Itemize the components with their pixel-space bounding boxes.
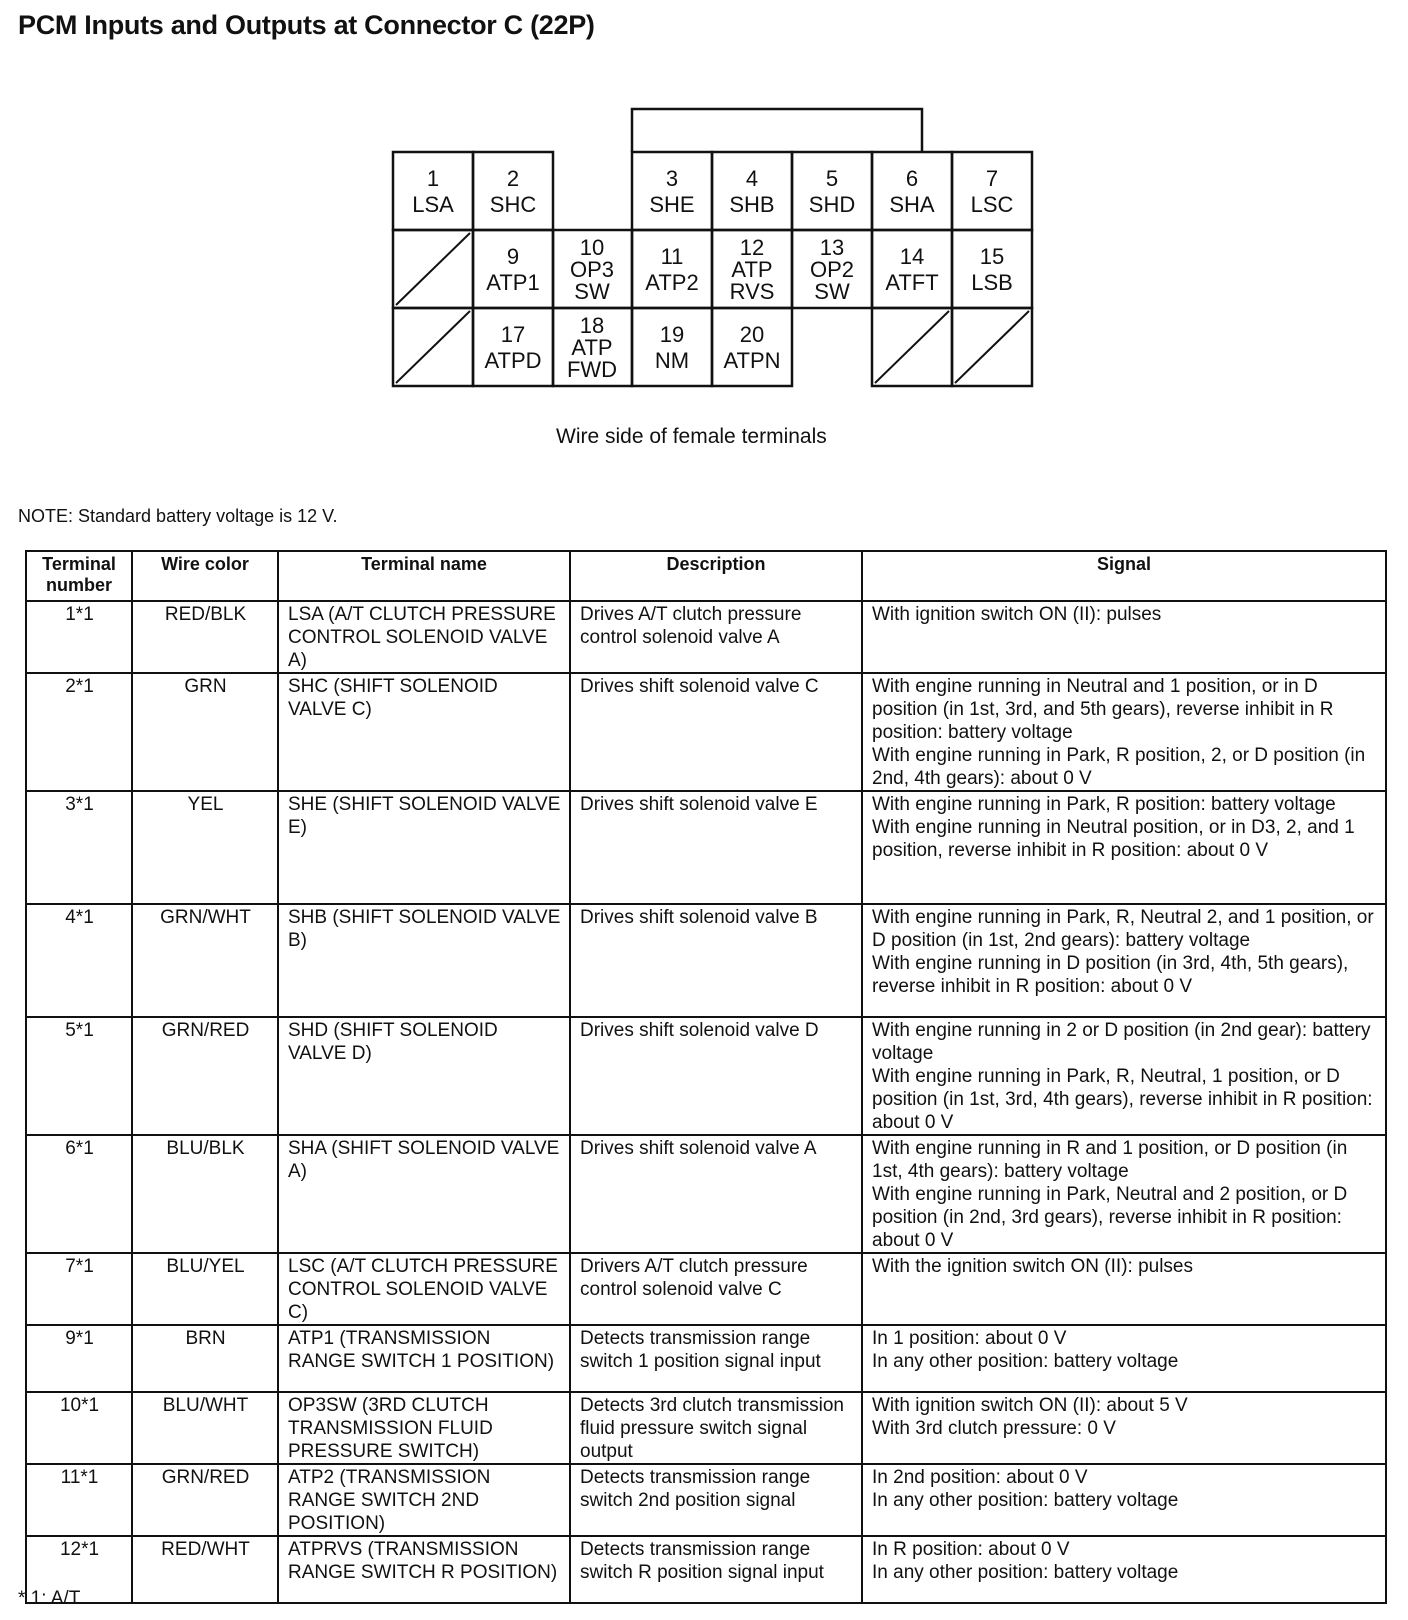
terminal-5-number: 5 — [825, 166, 839, 191]
signal-line: In any other position: battery voltage — [872, 1562, 1179, 1583]
signal-line: With engine running in D position (in 3rd, 4th, 5th gears), reverse inhibit in R position: about 0 V — [872, 953, 1349, 997]
description-cell: Drives shift solenoid valve D — [570, 1017, 862, 1135]
empty-cavity-16 — [396, 311, 470, 383]
terminal-number-cell: 11*1 — [26, 1464, 132, 1536]
terminal-number-cell: 10*1 — [26, 1392, 132, 1464]
terminal-number-cell: 7*1 — [26, 1253, 132, 1325]
wire-color-cell: GRN — [132, 673, 278, 791]
signal-line: With ignition switch ON (II): pulses — [872, 604, 1162, 625]
terminal-1-label: LSA — [412, 192, 454, 217]
terminal-4-number: 4 — [745, 166, 759, 191]
wire-color-cell: BLU/WHT — [132, 1392, 278, 1464]
table-row — [26, 1253, 1386, 1325]
description-cell: Drives A/T clutch pressure control solenoid valve A — [570, 601, 862, 673]
description-cell: Drives shift solenoid valve E — [570, 791, 862, 904]
terminal-name-cell: SHE (SHIFT SOLENOID VALVE E) — [278, 791, 570, 904]
terminal-5-label: SHD — [808, 192, 856, 217]
table-row — [26, 904, 1386, 1017]
signal-cell — [862, 601, 1386, 673]
terminal-17-label: ATPD — [484, 348, 542, 373]
terminal-13-label: OP2 — [809, 257, 855, 282]
terminal-name-cell: OP3SW (3RD CLUTCH TRANSMISSION FLUID PRESSURE SWITCH) — [278, 1392, 570, 1464]
signal-line: In any other position: battery voltage — [872, 1351, 1179, 1372]
wire-color-cell: YEL — [132, 791, 278, 904]
terminal-10-number: 10 — [579, 235, 605, 260]
terminal-7-label: LSC — [970, 192, 1014, 217]
signal-cell — [862, 1253, 1386, 1325]
signal-cell — [862, 673, 1386, 791]
voltage-note: NOTE: Standard battery voltage is 12 V. — [18, 506, 338, 526]
terminal-2-number: 2 — [506, 166, 520, 191]
header-description: Description — [570, 551, 862, 601]
terminal-name-cell: SHB (SHIFT SOLENOID VALVE B) — [278, 904, 570, 1017]
table-row — [26, 1536, 1386, 1603]
signal-line: With engine running in Park, R position, 2, or D position (in 2nd, 4th gears): about 0 V — [872, 745, 1366, 789]
terminal-10-label: OP3 — [569, 257, 615, 282]
signal-line: With engine running in Neutral and 1 position, or in D position (in 1st, 3rd, and 5th gears), reverse inhibit in R position: battery voltage — [872, 676, 1334, 743]
wire-color-cell: GRN/WHT — [132, 904, 278, 1017]
signal-line: With engine running in Park, R, Neutral, 1 position, or D position (in 1st, 3rd, 4th gears), reverse inhibit in R position: about 0 V — [872, 1066, 1373, 1133]
terminal-number-cell: 2*1 — [26, 673, 132, 791]
terminal-18-number: 18 — [579, 313, 605, 338]
signal-line: With engine running in 2 or D position (in 2nd gear): battery voltage — [872, 1020, 1371, 1064]
signal-line: With engine running in R and 1 position, or D position (in 1st, 4th gears): battery voltage — [872, 1138, 1348, 1182]
terminal-number-cell: 3*1 — [26, 791, 132, 904]
terminal-14-number: 14 — [899, 244, 925, 269]
connector-lock-tab — [632, 109, 922, 152]
terminal-19-label: NM — [654, 348, 690, 373]
signal-line: In 2nd position: about 0 V — [872, 1467, 1088, 1488]
page-title: PCM Inputs and Outputs at Connector C (22P) — [18, 10, 595, 40]
terminal-13-number: 13 — [819, 235, 845, 260]
terminal-6-number: 6 — [905, 166, 919, 191]
terminal-11-label: ATP2 — [645, 270, 699, 295]
signal-line: With 3rd clutch pressure: 0 V — [872, 1418, 1116, 1439]
terminal-name-cell: ATP1 (TRANSMISSION RANGE SWITCH 1 POSITION) — [278, 1325, 570, 1392]
terminal-3-label: SHE — [649, 192, 695, 217]
terminal-12-number: 12 — [739, 235, 765, 260]
header-terminal-name: Terminal name — [278, 551, 570, 601]
terminal-12-label: ATP — [731, 257, 773, 282]
signal-cell — [862, 1325, 1386, 1392]
terminal-20-number: 20 — [739, 322, 765, 347]
terminal-number-cell: 5*1 — [26, 1017, 132, 1135]
table-row — [26, 1325, 1386, 1392]
description-cell: Detects transmission range switch 2nd position signal — [570, 1464, 862, 1536]
footnote: * 1: A/T — [18, 1588, 81, 1609]
terminal-1-number: 1 — [426, 166, 440, 191]
description-cell: Detects 3rd clutch transmission fluid pressure switch signal output — [570, 1392, 862, 1464]
terminal-12-label: RVS — [729, 279, 775, 304]
terminal-7-number: 7 — [985, 166, 999, 191]
wire-color-cell: GRN/RED — [132, 1017, 278, 1135]
table-row — [26, 601, 1386, 673]
terminal-6-label: SHA — [889, 192, 935, 217]
signal-line: In R position: about 0 V — [872, 1539, 1070, 1560]
signal-cell — [862, 1135, 1386, 1253]
signal-cell — [862, 1017, 1386, 1135]
terminal-table — [25, 550, 1387, 1604]
table-row — [26, 1017, 1386, 1135]
terminal-11-number: 11 — [660, 244, 684, 269]
terminal-name-cell: LSA (A/T CLUTCH PRESSURE CONTROL SOLENOID VALVE A) — [278, 601, 570, 673]
terminal-15-number: 15 — [979, 244, 1005, 269]
terminal-10-label: SW — [574, 279, 610, 304]
wire-color-cell: BRN — [132, 1325, 278, 1392]
terminal-name-cell: LSC (A/T CLUTCH PRESSURE CONTROL SOLENOID VALVE C) — [278, 1253, 570, 1325]
terminal-number-cell: 1*1 — [26, 601, 132, 673]
terminal-name-cell: SHC (SHIFT SOLENOID VALVE C) — [278, 673, 570, 791]
signal-cell — [862, 904, 1386, 1017]
table-header-row — [26, 551, 1386, 601]
empty-cavity-8 — [396, 233, 470, 305]
terminal-number-cell: 12*1 — [26, 1536, 132, 1603]
signal-line: In 1 position: about 0 V — [872, 1328, 1067, 1349]
signal-line: With engine running in Park, R position: battery voltage — [872, 794, 1336, 815]
terminal-19-number: 19 — [659, 322, 685, 347]
terminal-3-number: 3 — [665, 166, 679, 191]
signal-cell — [862, 1392, 1386, 1464]
header-wire-color: Wire color — [132, 551, 278, 601]
table-row — [26, 673, 1386, 791]
header-terminal-number: Terminal number — [26, 551, 132, 601]
signal-line: With engine running in Park, R, Neutral 2, and 1 position, or D position (in 1st, 2nd gears): battery voltage — [872, 907, 1374, 951]
signal-line: With engine running in Neutral position, or in D3, 2, and 1 position, reverse inhibit in R position: about 0 V — [872, 817, 1355, 861]
connector-diagram — [0, 0, 1408, 420]
terminal-15-label: LSB — [971, 270, 1013, 295]
description-cell: Drives shift solenoid valve C — [570, 673, 862, 791]
header-signal: Signal — [862, 551, 1386, 601]
terminal-name-cell: ATP2 (TRANSMISSION RANGE SWITCH 2ND POSITION) — [278, 1464, 570, 1536]
signal-line: In any other position: battery voltage — [872, 1490, 1179, 1511]
terminal-number-cell: 6*1 — [26, 1135, 132, 1253]
table-row — [26, 1135, 1386, 1253]
wire-color-cell: RED/WHT — [132, 1536, 278, 1603]
terminal-number-cell: 4*1 — [26, 904, 132, 1017]
description-cell: Detects transmission range switch 1 position signal input — [570, 1325, 862, 1392]
terminal-4-label: SHB — [729, 192, 775, 217]
description-cell: Drives shift solenoid valve A — [570, 1135, 862, 1253]
terminal-number-cell: 9*1 — [26, 1325, 132, 1392]
terminal-20-label: ATPN — [723, 348, 781, 373]
terminal-2-label: SHC — [489, 192, 537, 217]
wire-color-cell: BLU/BLK — [132, 1135, 278, 1253]
description-cell: Drives shift solenoid valve B — [570, 904, 862, 1017]
signal-cell — [862, 1536, 1386, 1603]
terminal-14-label: ATFT — [885, 270, 939, 295]
table-row — [26, 791, 1386, 904]
terminal-18-label: ATP — [571, 335, 613, 360]
terminal-17-number: 17 — [500, 322, 526, 347]
table-row — [26, 1464, 1386, 1536]
terminal-9-number: 9 — [506, 244, 520, 269]
terminal-9-label: ATP1 — [486, 270, 540, 295]
signal-line: With the ignition switch ON (II): pulses — [872, 1256, 1193, 1277]
terminal-name-cell: ATPRVS (TRANSMISSION RANGE SWITCH R POSITION) — [278, 1536, 570, 1603]
signal-cell — [862, 1464, 1386, 1536]
empty-cavity-22 — [955, 311, 1029, 383]
wire-color-cell: BLU/YEL — [132, 1253, 278, 1325]
description-cell: Drivers A/T clutch pressure control solenoid valve C — [570, 1253, 862, 1325]
connector-caption: Wire side of female terminals — [556, 425, 827, 448]
signal-line: With ignition switch ON (II): about 5 V — [872, 1395, 1188, 1416]
wire-color-cell: RED/BLK — [132, 601, 278, 673]
terminal-name-cell: SHD (SHIFT SOLENOID VALVE D) — [278, 1017, 570, 1135]
signal-line: With engine running in Park, Neutral and 2 position, or D position (in 2nd, 3rd gears), reverse inhibit in R position: about 0 V — [872, 1184, 1348, 1251]
signal-cell — [862, 791, 1386, 904]
terminal-name-cell: SHA (SHIFT SOLENOID VALVE A) — [278, 1135, 570, 1253]
empty-cavity-21 — [875, 311, 949, 383]
table-row — [26, 1392, 1386, 1464]
wire-color-cell: GRN/RED — [132, 1464, 278, 1536]
terminal-18-label: FWD — [566, 357, 618, 382]
description-cell: Detects transmission range switch R position signal input — [570, 1536, 862, 1603]
terminal-13-label: SW — [814, 279, 850, 304]
